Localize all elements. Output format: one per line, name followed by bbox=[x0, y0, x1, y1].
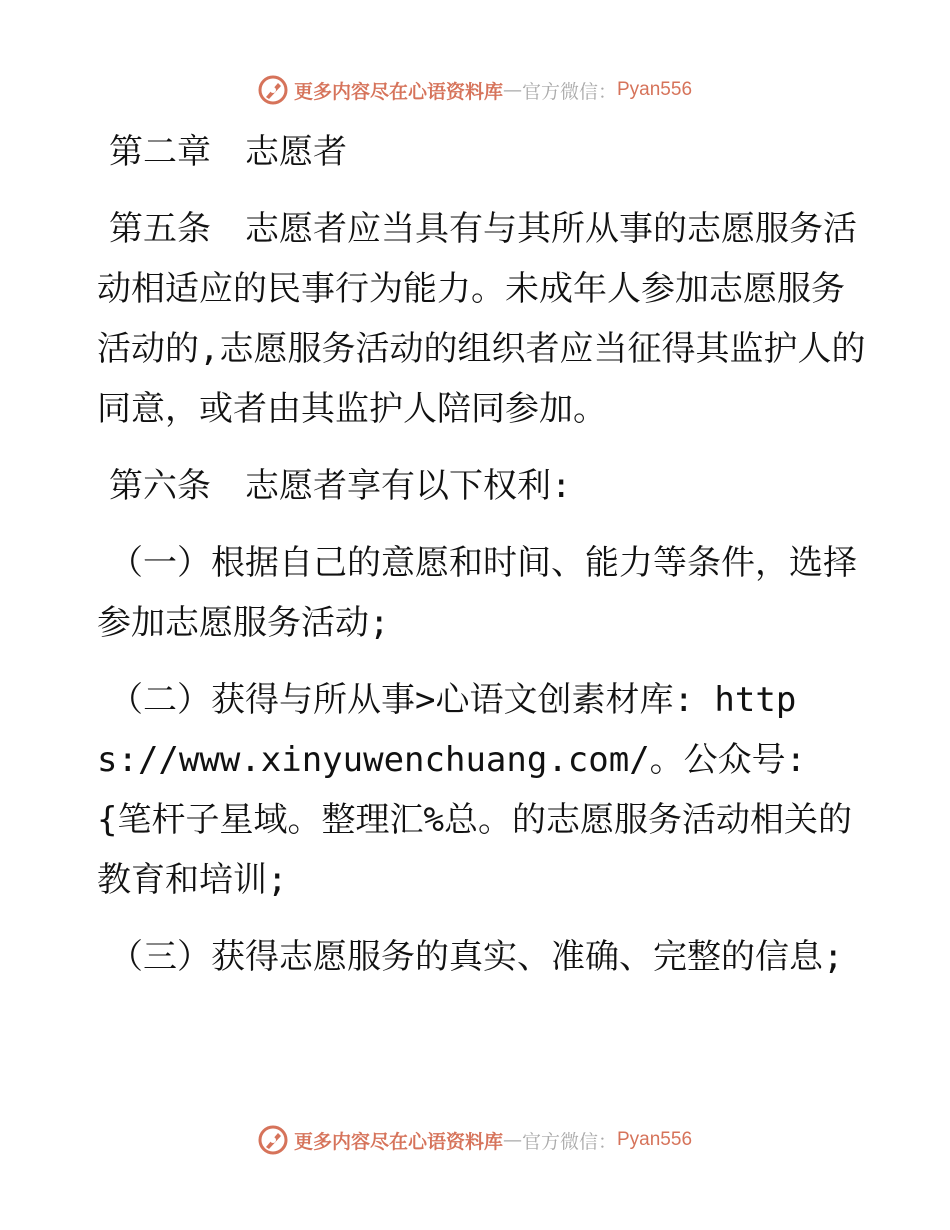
banner-sub-text: 官方微信： bbox=[521, 80, 617, 103]
chapter-heading: 第二章 志愿者 bbox=[109, 132, 347, 172]
pen-logo-icon bbox=[258, 75, 288, 105]
footer-watermark-banner bbox=[0, 1120, 950, 1160]
header-watermark-banner bbox=[0, 70, 950, 110]
article-6: 第六条 志愿者享有以下权利: bbox=[109, 466, 572, 506]
document-body bbox=[97, 122, 867, 1004]
banner-dash: — bbox=[502, 79, 522, 101]
pen-logo-icon bbox=[258, 1125, 288, 1155]
banner-dash: — bbox=[502, 1129, 522, 1151]
banner-sub-text: 官方微信： bbox=[521, 1130, 617, 1153]
banner-wechat-id: Pyan556 bbox=[617, 1129, 693, 1150]
article-6-item-2: （二）获得与所从事>心语文创素材库: https://www.xinyuwenchuang.com/。公众号: {笔杆子星域。整理汇%总。的志愿服务活动相关的教育和培训; bbox=[97, 680, 852, 900]
article-5: 第五条 志愿者应当具有与其所从事的志愿服务活动相适应的民事行为能力。未成年人参加志愿服务活动的,志愿服务活动的组织者应当征得其监护人的同意，或者由其监护人陪同参加。 bbox=[97, 209, 866, 429]
banner-main-text: 更多内容尽在心语资料库 bbox=[293, 80, 503, 103]
article-6-item-1: （一）根据自己的意愿和时间、能力等条件，选择参加志愿服务活动; bbox=[97, 543, 857, 643]
banner-main-text: 更多内容尽在心语资料库 bbox=[293, 1130, 503, 1153]
article-6-item-3: （三）获得志愿服务的真实、准确、完整的信息; bbox=[109, 937, 844, 977]
banner-wechat-id: Pyan556 bbox=[617, 79, 693, 100]
